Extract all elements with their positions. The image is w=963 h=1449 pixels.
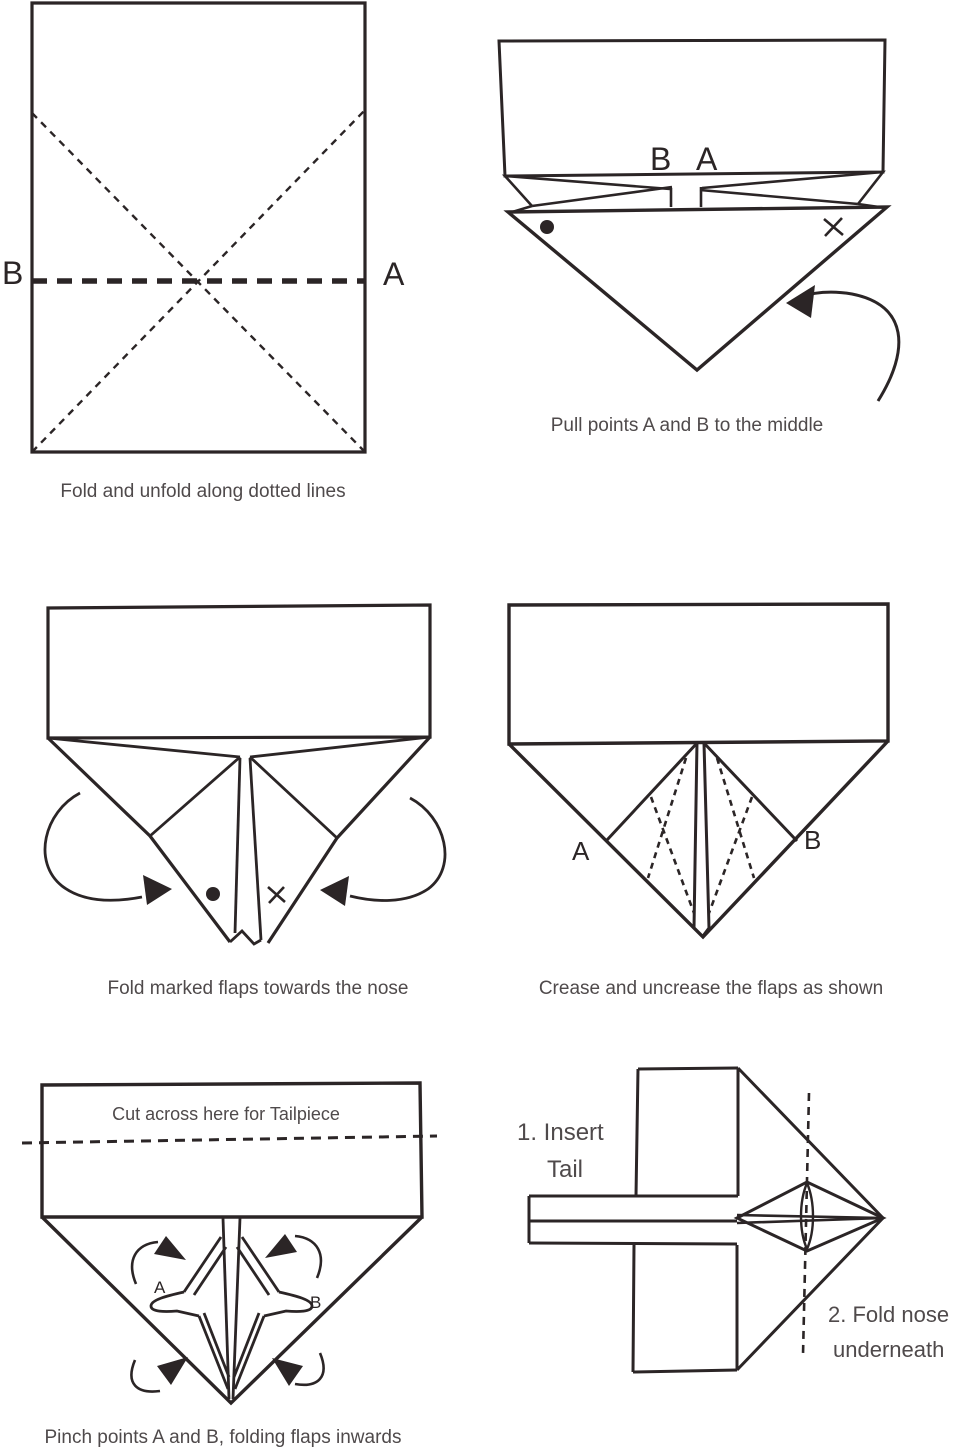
step4-caption: Crease and uncrease the flaps as shown bbox=[538, 978, 884, 999]
step1-caption: Fold and unfold along dotted lines bbox=[60, 481, 346, 502]
panel-step2 bbox=[499, 40, 899, 401]
step5-caption: Pinch points A and B, folding flaps inwards bbox=[44, 1427, 402, 1448]
left-crease-2 bbox=[651, 797, 694, 913]
left-flap-lower-edge bbox=[532, 187, 672, 206]
panel-step5 bbox=[22, 1083, 437, 1403]
cut-note: Cut across here for Tailpiece bbox=[112, 1104, 340, 1124]
arrow-bottom-right-head bbox=[272, 1358, 303, 1386]
fold-nose-note-line1: 2. Fold nose bbox=[828, 1302, 950, 1327]
fold-under-line bbox=[803, 1093, 809, 1355]
right-inner-diagonal bbox=[250, 757, 337, 838]
x-mark bbox=[824, 218, 843, 236]
cut-line bbox=[22, 1136, 437, 1143]
left-arrow-curve bbox=[45, 793, 142, 900]
point-a-label-2: A bbox=[696, 141, 718, 177]
outer-v-edges bbox=[509, 741, 888, 937]
paper-top bbox=[509, 604, 888, 744]
center-right-edge bbox=[703, 743, 709, 936]
center-left-edge bbox=[235, 758, 240, 933]
upper-fold-edges bbox=[48, 737, 430, 757]
point-b-label-4: B bbox=[804, 825, 822, 855]
outer-v-edges bbox=[42, 1217, 422, 1403]
right-star-lower-outer bbox=[235, 1316, 264, 1389]
body-top-edge bbox=[638, 1068, 738, 1069]
right-flap-edge bbox=[703, 742, 797, 841]
panel-step1 bbox=[32, 3, 365, 452]
panel-step4 bbox=[509, 604, 888, 937]
paper-rectangle bbox=[32, 3, 365, 452]
paper-top bbox=[499, 40, 885, 176]
x-mark bbox=[268, 887, 285, 903]
dot-mark bbox=[206, 887, 220, 901]
center-right-edge bbox=[250, 758, 261, 940]
right-outer-edge bbox=[268, 737, 430, 943]
left-inner-diagonal bbox=[150, 757, 240, 836]
panel-step3 bbox=[45, 605, 445, 944]
body-bottom-edge bbox=[633, 1370, 737, 1372]
center-left-edge bbox=[694, 742, 702, 936]
right-arrow-curve bbox=[350, 798, 445, 900]
left-outer-edge bbox=[48, 738, 230, 942]
arrow-bottom-left-head bbox=[157, 1357, 188, 1385]
point-b-label-2: B bbox=[650, 141, 672, 177]
insert-tail-note-line1: 1. Insert bbox=[517, 1119, 604, 1146]
point-a-label-5: A bbox=[154, 1278, 166, 1297]
arrow-top-right-curve bbox=[295, 1236, 321, 1278]
left-arrow-head bbox=[143, 875, 172, 905]
fold-nose-note-line2: underneath bbox=[833, 1337, 945, 1362]
dot-mark bbox=[540, 220, 554, 234]
paper-top bbox=[48, 605, 430, 738]
arrow-top-left-head bbox=[154, 1236, 186, 1260]
fold-arrow-curve bbox=[800, 292, 899, 401]
step3-caption: Fold marked flaps towards the nose bbox=[107, 978, 409, 999]
right-arrow-head bbox=[320, 876, 349, 906]
point-b-label: B bbox=[2, 255, 24, 291]
nose-center-lines bbox=[737, 1215, 883, 1223]
point-a-label: A bbox=[383, 256, 405, 292]
arrow-top-right-head bbox=[265, 1234, 297, 1258]
right-wing bbox=[264, 1292, 312, 1316]
arrow-bottom-left-curve bbox=[131, 1360, 160, 1392]
tail-strip-bottom bbox=[529, 1243, 737, 1244]
right-flap-lower-edge bbox=[700, 190, 858, 204]
left-flap-edge bbox=[607, 742, 698, 840]
right-star-lower-inner bbox=[234, 1313, 259, 1377]
step2-caption: Pull points A and B to the middle bbox=[550, 415, 824, 436]
point-b-label-5: B bbox=[310, 1293, 322, 1312]
point-a-label-4: A bbox=[572, 836, 590, 866]
insert-tail-note-line2: Tail bbox=[547, 1156, 584, 1183]
